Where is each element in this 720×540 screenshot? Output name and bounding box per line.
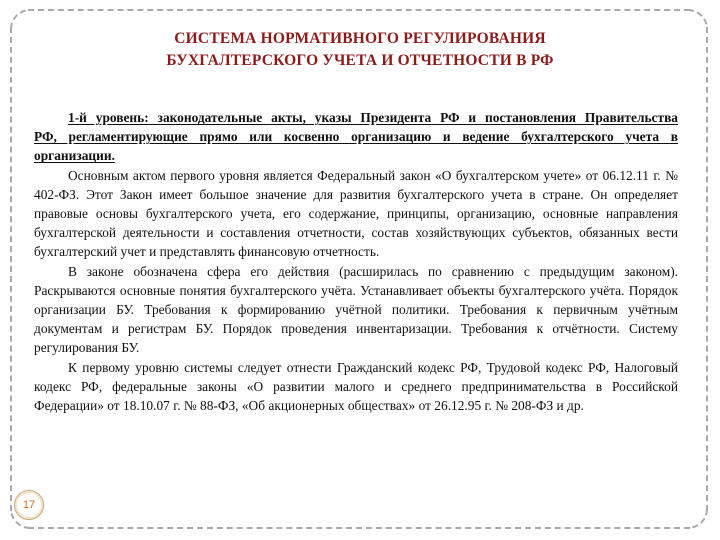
frame-top-border [28,9,690,11]
slide-body [34,108,678,415]
body-paragraph: К первому уровню системы следует отнести Гражданский кодекс РФ, Трудовой кодекс РФ, Налоговый кодекс РФ, федеральные законы «О развитии малого и среднего предпринимательства в Российской Федерации» от 18.10.07 г. № 88-ФЗ, «Об акционерных обществах» от 26.12.95 г. № 208-ФЗ и др. [34,359,678,414]
slide-title-line-2: БУХГАЛТЕРСКОГО УЧЕТА И ОТЧЕТНОСТИ В РФ [166,52,554,69]
lead-paragraph: 1-й уровень: законодательные акты, указы Президента РФ и постановления Правительства РФ, регламентирующие прямо или косвенно организацию и ведение бухгалтерского учета в организации. [34,110,678,164]
page-number-badge: 17 [14,490,44,520]
body-paragraph: В законе обозначена сфера его действия (расширилась по сравнению с предыдущим законом). Раскрываются основные понятия бухгалтерского учёта. Устанавливает объекты бухгалтерского учёта. Порядок организации БУ. Требования к формированию учётной политики. Требования к первичным учётным документам и регистрам БУ. Порядок проведения инвентаризации. Требования к отчётности. Систему регулирования БУ. [34,263,678,356]
frame-right-border [706,27,708,511]
slide-title-line-1: СИСТЕМА НОРМАТИВНОГО РЕГУЛИРОВАНИЯ [174,30,546,47]
frame-bottom-border [28,527,690,529]
frame-corner [10,9,30,29]
body-paragraph: Основным актом первого уровня является Федеральный закон «О бухгалтерском учете» от 06.12.11 г. № 402-ФЗ. Этот Закон имеет большое значение для развития бухгалтерского учета в стране. Он определяет правовые основы бухгалтерского учета, его содержание, принципы, организацию, основные направления бухгалтерской деятельности и составления отчетности, состав хозяйствующих субъектов, обязанных вести бухгалтерский учет и представлять финансовую отчетность. [34,167,678,260]
frame-corner [688,509,708,529]
frame-corner [688,9,708,29]
frame-left-border [10,27,12,511]
slide-title [30,28,690,72]
